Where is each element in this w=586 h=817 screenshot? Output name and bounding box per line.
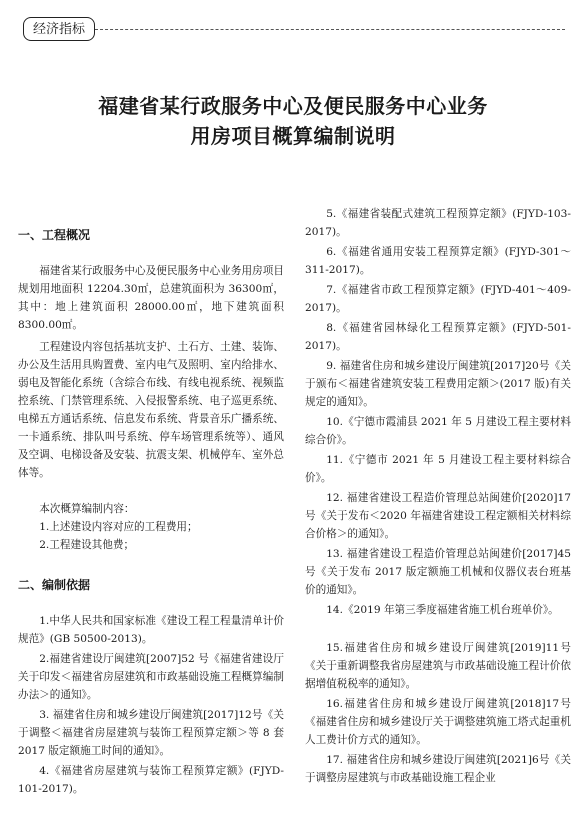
overview-item-1: 1.上述建设内容对应的工程费用； bbox=[39, 521, 198, 533]
title-line-1: 福建省某行政服务中心及便民服务中心业务 bbox=[98, 94, 488, 118]
basis-item-4: 4.《福建省房屋建筑与装饰工程预算定额》(FJYD-101-2017)。 bbox=[18, 765, 284, 795]
heading-basis: 二、编制依据 bbox=[18, 578, 91, 592]
basis-item-5: 5.《福建省装配式建筑工程预算定额》(FJYD-103-2017)。 bbox=[305, 208, 571, 238]
basis-item-10: 10.《宁德市霞浦县 2021 年 5 月建设工程主要材料综合价》。 bbox=[305, 416, 571, 446]
basis-item-9: 9. 福建省住房和城乡建设厅闽建筑[2017]20号《关于颁布＜福建省建筑安装工程费用定额＞(2017 版)有关规定的通知》。 bbox=[305, 360, 571, 408]
basis-item-6: 6.《福建省通用安装工程预算定额》(FJYD-301～311-2017)。 bbox=[305, 246, 571, 276]
tag-divider bbox=[95, 29, 565, 30]
basis-item-13: 13. 福建省建设工程造价管理总站闽建价[2017]45 号《关于发布 2017 版定额施工机械和仪器仪表台班基价的通知》。 bbox=[305, 548, 571, 596]
heading-project-overview: 一、工程概况 bbox=[18, 228, 91, 242]
basis-item-7: 7.《福建省市政工程预算定额》(FJYD-401～409-2017)。 bbox=[305, 284, 571, 314]
basis-item-16: 16.福建省住房和城乡建设厅闽建筑[2018]17号《福建省住房和城乡建设厅关于调整建筑施工塔式起重机人工费计价方式的通知》。 bbox=[305, 698, 571, 746]
overview-paragraph-2: 工程建设内容包括基坑支护、土石方、土建、装饰、办公及生活用具购置费、室内电气及照明、室内给排水、弱电及智能化系统（含综合布线、有线电视系统、视频监控系统、门禁管理系统、入侵报警系统、电子巡更系统、电梯五方通话系统、信息发布系统、背景音乐广播系统、一卡通系统、排队叫号系统、停车场管理系统等）、通风及空调、电梯设备及安装、抗震支架、机械停车、室外总体等。 bbox=[18, 341, 284, 479]
overview-paragraph-1: 福建省某行政服务中心及便民服务中心业务用房项目规划用地面积 12204.30㎡，总建筑面积为 36300㎡，其中：地上建筑面积 28000.00㎡，地下建筑面积 8300.00㎡。 bbox=[18, 265, 284, 331]
section-tag: 经济指标 bbox=[23, 17, 95, 41]
basis-item-2: 2.福建省建设厅闽建筑[2007]52 号《福建省建设厅关于印发＜福建省房屋建筑和市政基础设施工程概算编制办法＞的通知》。 bbox=[18, 653, 284, 701]
basis-item-11: 11.《宁德市 2021 年 5 月建设工程主要材料综合价》。 bbox=[305, 454, 571, 484]
basis-item-3: 3. 福建省住房和城乡建设厅闽建筑[2017]12号《关于调整＜福建省房屋建筑与装饰工程预算定额＞等 8 套 2017 版定额施工时间的通知》。 bbox=[18, 709, 284, 757]
basis-item-14: 14.《2019 年第三季度福建省施工机台班单价》。 bbox=[326, 604, 559, 616]
title-line-2: 用房项目概算编制说明 bbox=[190, 124, 396, 148]
basis-item-12: 12. 福建省建设工程造价管理总站闽建价[2020]17 号《关于发布＜2020 年福建省建设工程定额相关材料综合价格＞的通知》。 bbox=[305, 492, 571, 540]
overview-paragraph-3: 本次概算编制内容： bbox=[39, 503, 135, 515]
basis-item-1: 1.中华人民共和国家标准《建设工程工程量清单计价规范》(GB 50500-2013)。 bbox=[18, 615, 284, 645]
basis-item-8: 8.《福建省园林绿化工程预算定额》(FJYD-501-2017)。 bbox=[305, 322, 571, 352]
basis-item-15: 15.福建省住房和城乡建设厅闽建筑[2019]11号《关于重新调整我省房屋建筑与市政基础设施工程计价依据增值税税率的通知》。 bbox=[305, 642, 571, 690]
overview-item-2: 2.工程建设其他费； bbox=[39, 539, 135, 551]
basis-item-17: 17. 福建省住房和城乡建设厅闽建筑[2021]6号《关于调整房屋建筑与市政基础设施工程企业 bbox=[305, 754, 571, 784]
